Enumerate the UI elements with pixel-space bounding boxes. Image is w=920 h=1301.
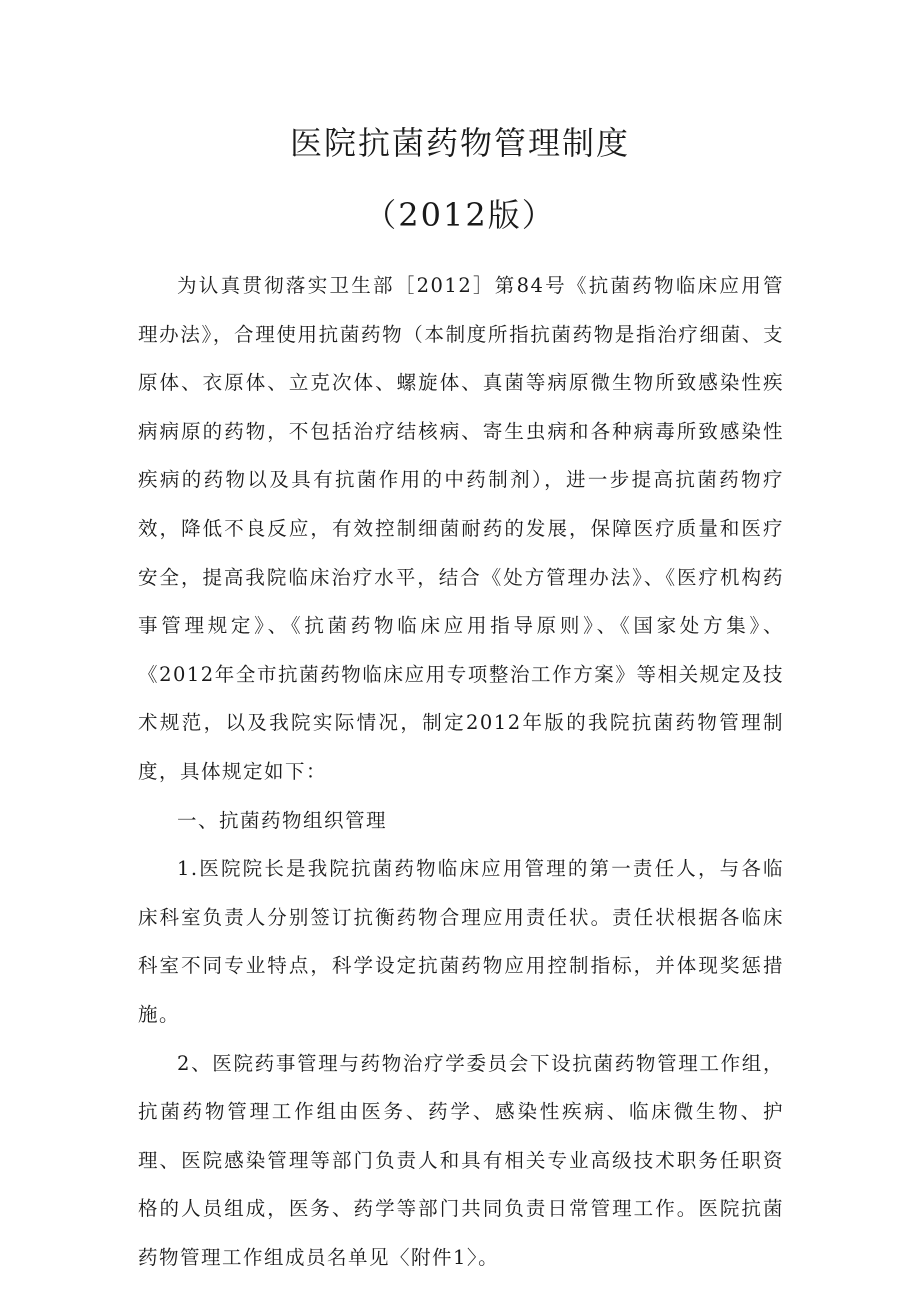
paragraph-item-1: 1.医院院长是我院抗菌药物临床应用管理的第一责任人，与各临床科室负责人分别签订抗衡药物合理应用责任状。责任状根据各临床科室不同专业特点，科学设定抗菌药物应用控制指标，并体现奖惩措施。 (138, 857, 784, 1026)
paragraph-intro: 为认真贯彻落实卫生部［2012］第84号《抗菌药物临床应用管理办法》，合理使用抗菌药物（本制度所指抗菌药物是指治疗细菌、支原体、衣原体、立克次体、螺旋体、真菌等病原微生物所致感染性疾病病原的药物，不包括治疗结核病、寄生虫病和各种病毒所致感染性疾病的药物以及具有抗菌作用的中药制剂），进一步提高抗菌药物疗效，降低不良反应，有效控制细菌耐药的发展，保障医疗质量和医疗安全，提高我院临床治疗水平，结合《处方管理办法》、《医疗机构药事管理规定》、《抗菌药物临床应用指导原则》、《国家处方集》、《2012年全市抗菌药物临床应用专项整治工作方案》等相关规定及技术规范，以及我院实际情况，制定2012年版的我院抗菌药物管理制度，具体规定如下： (138, 274, 784, 783)
document-body (138, 262, 784, 1282)
section-heading-organization: 一、抗菌药物组织管理 (177, 808, 388, 832)
document-title: 医院抗菌药物管理制度 (289, 124, 630, 162)
paragraph-item-2: 2、医院药事管理与药物治疗学委员会下设抗菌药物管理工作组，抗菌药物管理工作组由医务、药学、感染性疾病、临床微生物、护理、医院感染管理等部门负责人和具有相关专业高级技术职务任职资格的人员组成，医务、药学等部门共同负责日常管理工作。医院抗菌药物管理工作组成员名单见〈附件1〉。 (138, 1051, 784, 1269)
document-subtitle: （2012版） (364, 196, 556, 234)
